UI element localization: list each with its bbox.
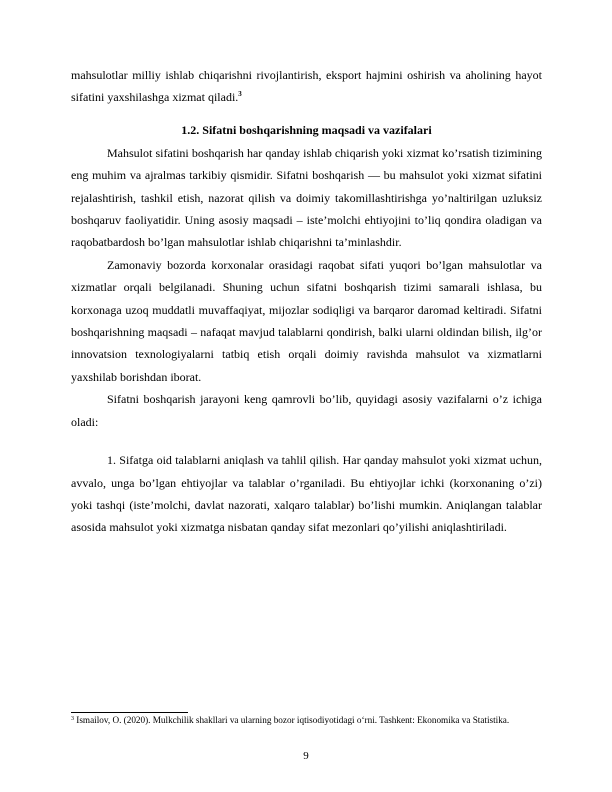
page-body bbox=[71, 64, 542, 539]
footnote-number: 3 bbox=[71, 716, 74, 722]
paragraph-gap bbox=[71, 433, 542, 449]
paragraph-2: Zamonaviy bozorda korxonalar orasidagi raqobat sifati yuqori bo’lgan mahsulotlar va xizmatlar orqali belgilanadi. Shuning uchun sifatni boshqarish tizimi samarali ishlasa, bu korxonaga uzoq muddatli muvaffaqiyat, mijozlar sodiqligi va barqaror daromad keltiradi. Sifatni boshqarishning maqsadi – nafaqat mavjud talablarni qondirish, balki ularni oldindan bilish, ilg’or innovatsion texnologiyalarni tatbiq etish orqali doimiy ravishda mahsulot va xizmatlarni yaxshilab borishdan iborat. bbox=[71, 257, 542, 384]
footnote bbox=[71, 712, 542, 730]
footnote-text: Ismailov, O. (2020). Mulkchilik shakllari va ularning bozor iqtisodiyotidagi o‘rni. Tashkent: Ekonomika va Statistika. bbox=[76, 715, 510, 725]
paragraph-3: Sifatni boshqarish jarayoni keng qamrovli bo’lib, quyidagi asosiy vazifalarni o’z ichiga oladi: bbox=[71, 392, 542, 429]
page-number: 9 bbox=[303, 750, 309, 762]
paragraph-1: Mahsulot sifatini boshqarish har qanday ishlab chiqarish yoki xizmat ko’rsatish tizimining eng muhim va ajralmas tarkibiy qismidir. Sifatni boshqarish — bu mahsulot yoki xizmat sifatini rejalashtirish, tashkil etish, nazorat qilish va doimiy takomillashtirishga yo’naltirilgan uzluksiz boshqaruv faoliyatidir. Uning asosiy maqsadi – iste’molchi ehtiyojini to’liq qondira oladigan va raqobatbardosh bo’lgan mahsulotlar ishlab chiqarishni ta’minlashdir. bbox=[71, 145, 542, 250]
paragraph-4: 1. Sifatga oid talablarni aniqlash va tahlil qilish. Har qanday mahsulot yoki xizmat uchun, avvalo, unga bo’lgan ehtiyojlar va talablar o’rganiladi. Bu ehtiyojlar ichki (korxonaning o’zi) yoki tashqi (iste’molchi, davlat nazorati, xalqaro talablar) bo’lishi mumkin. Aniqlangan talablar asosida mahsulot yoki xizmatga nisbatan qanday sifat mezonlari qo’yilishi aniqlashtiriladi. bbox=[71, 453, 542, 535]
section-heading: 1.2. Sifatni boshqarishning maqsadi va vazifalari bbox=[181, 122, 432, 137]
intro-text: mahsulotlar milliy ishlab chiqarishni rivojlantirish, eksport hajmini oshirish va aholining hayot sifatini yaxshilashga xizmat qiladi. bbox=[71, 68, 542, 105]
footnote-ref[interactable]: 3 bbox=[238, 90, 242, 99]
intro-paragraph bbox=[71, 64, 542, 109]
